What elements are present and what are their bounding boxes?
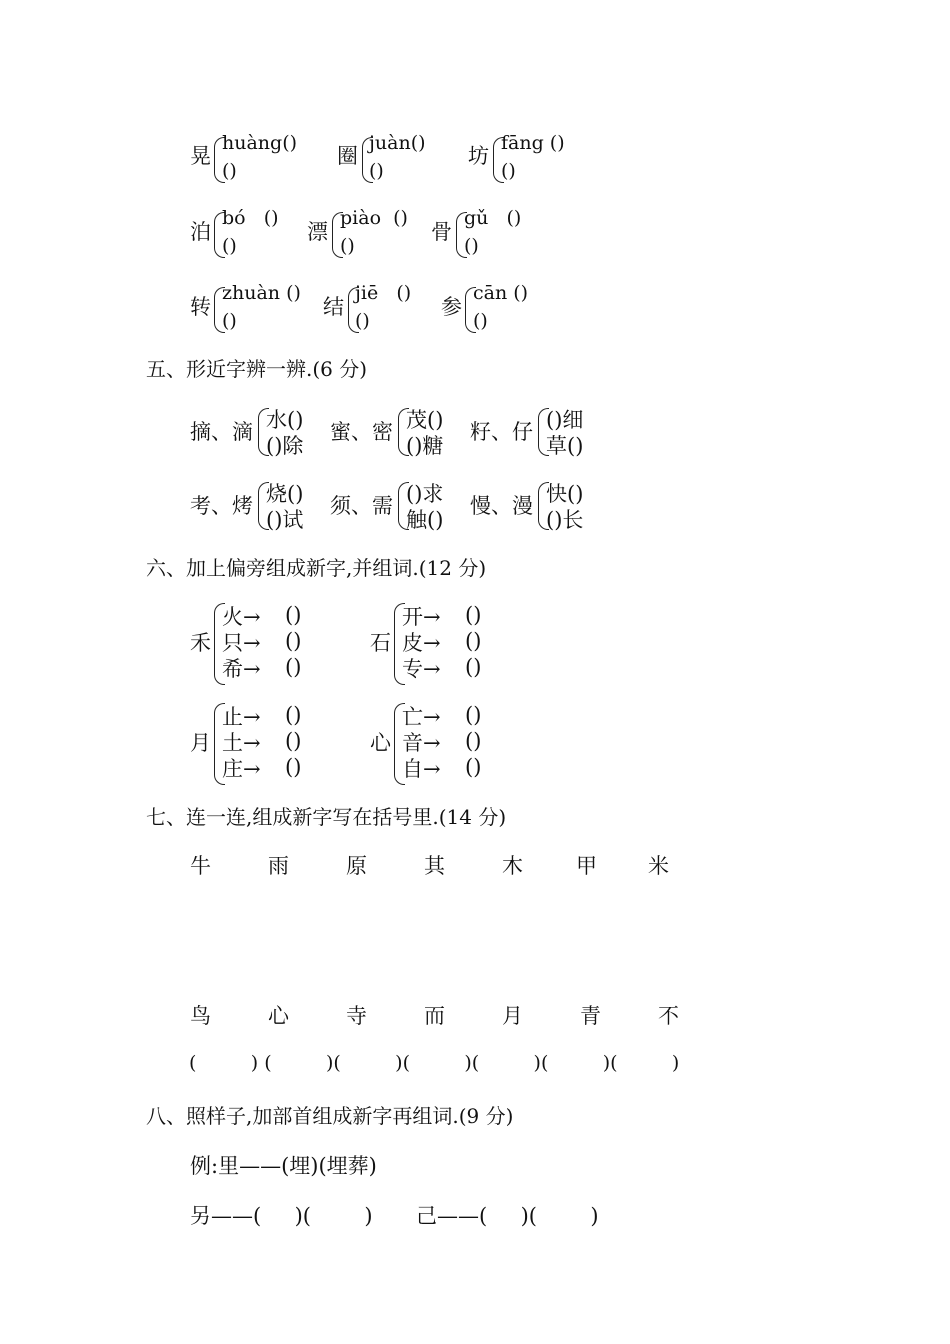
pinyin-blank: piào (): [340, 207, 408, 229]
pinyin-blank: cān (): [473, 282, 529, 304]
example-line: 例:里——(埋)(埋葬): [190, 1154, 377, 1178]
polyphone-char: 晃: [190, 144, 211, 168]
answer-blank: (): [465, 729, 482, 753]
pinyin-blank: (): [464, 235, 479, 257]
word-blank: ()试: [266, 508, 304, 532]
char-arrow: 自→: [402, 757, 441, 781]
word-blank: 草(): [546, 434, 584, 458]
char-pair: 须、需: [330, 494, 393, 518]
match-char-bottom: 鸟: [190, 1004, 211, 1028]
pinyin-blank: gǔ (): [464, 207, 522, 229]
section-title-6: 六、加上偏旁组成新字,并组词.(12 分): [146, 556, 487, 580]
section-title-5: 五、形近字辨一辨.(6 分): [146, 357, 368, 381]
question-line: 另——( )( ): [190, 1204, 373, 1228]
match-char-bottom: 寺: [346, 1004, 367, 1028]
match-char-bottom: 青: [580, 1004, 601, 1028]
pinyin-blank: (): [222, 310, 237, 332]
char-arrow: 音→: [402, 731, 441, 755]
char-arrow: 庄→: [222, 757, 261, 781]
word-blank: ()细: [546, 408, 584, 432]
radical: 心: [370, 731, 391, 755]
match-char-bottom: 不: [658, 1004, 679, 1028]
polyphone-char: 转: [190, 295, 211, 319]
word-blank: ()求: [406, 482, 444, 506]
word-blank: 触(): [406, 508, 444, 532]
pinyin-blank: jiē (): [355, 282, 412, 304]
polyphone-char: 骨: [431, 220, 452, 244]
polyphone-char: 泊: [190, 220, 211, 244]
section-title-8: 八、照样子,加部首组成新字再组词.(9 分): [146, 1104, 514, 1128]
match-char-bottom: 心: [268, 1004, 289, 1028]
radical: 月: [190, 731, 211, 755]
pinyin-blank: (): [473, 310, 488, 332]
answer-blank: (): [285, 755, 302, 779]
radical: 禾: [190, 631, 211, 655]
word-blank: ()糖: [406, 434, 444, 458]
answer-blank: (): [465, 629, 482, 653]
char-arrow: 开→: [402, 605, 441, 629]
pinyin-blank: zhuàn (): [222, 282, 301, 304]
section-title-7: 七、连一连,组成新字写在括号里.(14 分): [146, 805, 507, 829]
char-pair: 蜜、密: [330, 420, 393, 444]
char-arrow: 土→: [222, 731, 261, 755]
answer-blank: (): [465, 655, 482, 679]
pinyin-blank: (): [355, 310, 370, 332]
pinyin-blank: (): [340, 235, 355, 257]
pinyin-blank: (): [369, 160, 384, 182]
question-line: 己——( )( ): [416, 1204, 599, 1228]
polyphone-char: 坊: [468, 144, 489, 168]
match-char-top: 牛: [190, 854, 211, 878]
match-char-top: 其: [424, 854, 445, 878]
answer-blank: (): [465, 703, 482, 727]
answer-blank: (): [285, 629, 302, 653]
word-blank: 烧(): [266, 482, 304, 506]
char-pair: 摘、滴: [190, 420, 253, 444]
match-char-top: 米: [648, 854, 669, 878]
polyphone-char: 参: [441, 295, 462, 319]
pinyin-blank: juàn(): [369, 132, 426, 154]
word-blank: ()除: [266, 434, 304, 458]
word-blank: 快(): [546, 482, 584, 506]
char-arrow: 希→: [222, 657, 261, 681]
char-arrow: 止→: [222, 705, 261, 729]
char-arrow: 火→: [222, 605, 261, 629]
polyphone-char: 结: [323, 295, 344, 319]
answer-brackets-line: ( ) ( )( )( )( )( )( ): [189, 1052, 680, 1074]
char-arrow: 只→: [222, 631, 261, 655]
pinyin-blank: (): [222, 160, 237, 182]
radical: 石: [370, 631, 391, 655]
answer-blank: (): [285, 703, 302, 727]
pinyin-blank: (): [501, 160, 516, 182]
match-char-top: 甲: [576, 854, 597, 878]
char-pair: 籽、仔: [470, 420, 533, 444]
polyphone-char: 漂: [307, 220, 328, 244]
pinyin-blank: bó (): [222, 207, 279, 229]
match-char-bottom: 月: [502, 1004, 523, 1028]
word-blank: 茂(): [406, 408, 444, 432]
answer-blank: (): [465, 755, 482, 779]
char-arrow: 亡→: [402, 705, 441, 729]
polyphone-char: 圈: [337, 144, 358, 168]
answer-blank: (): [285, 603, 302, 627]
match-char-top: 原: [346, 854, 367, 878]
char-arrow: 皮→: [402, 631, 441, 655]
answer-blank: (): [285, 655, 302, 679]
match-char-top: 木: [502, 854, 523, 878]
pinyin-blank: fāng (): [501, 132, 565, 154]
char-arrow: 专→: [402, 657, 441, 681]
word-blank: 水(): [266, 408, 304, 432]
answer-blank: (): [465, 603, 482, 627]
answer-blank: (): [285, 729, 302, 753]
pinyin-blank: (): [222, 235, 237, 257]
match-char-top: 雨: [268, 854, 289, 878]
pinyin-blank: huàng(): [222, 132, 298, 154]
match-char-bottom: 而: [424, 1004, 445, 1028]
char-pair: 慢、漫: [470, 494, 533, 518]
char-pair: 考、烤: [190, 494, 253, 518]
word-blank: ()长: [546, 508, 584, 532]
